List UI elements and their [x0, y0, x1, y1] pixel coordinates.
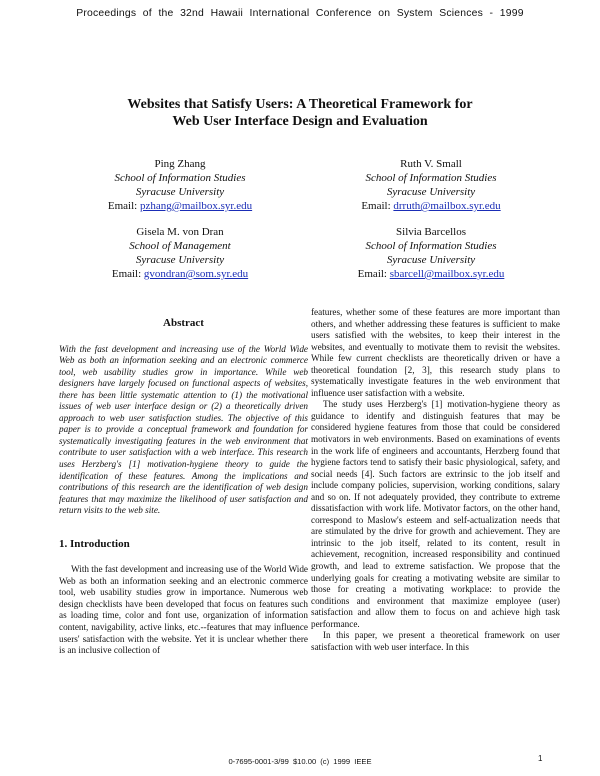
author-1 [60, 157, 300, 213]
author-univ: Syracuse University [135, 254, 225, 266]
author-4 [311, 225, 551, 281]
right-column [311, 307, 560, 653]
running-head: Proceedings of the 32nd Hawaii International Conference on System Sciences - 1999 [76, 8, 524, 19]
author-3 [60, 225, 300, 281]
page-number: 1 [538, 754, 543, 763]
paper-title [60, 96, 540, 130]
author-email-line [60, 199, 300, 213]
author-email-link[interactable]: drruth@mailbox.syr.edu [393, 200, 501, 212]
author-dept: School of Information Studies [365, 172, 497, 184]
section-heading-introduction: 1. Introduction [59, 537, 130, 550]
author-name: Gisela M. von Dran [136, 226, 224, 238]
author-dept: School of Information Studies [114, 172, 246, 184]
email-label: Email: [361, 200, 391, 212]
paper-title-line-2: Web User Interface Design and Evaluation [172, 114, 428, 129]
author-dept: School of Information Studies [365, 240, 497, 252]
author-dept: School of Management [129, 240, 231, 252]
author-block [0, 157, 600, 287]
abstract-text: With the fast development and increasing use of the World Wide Web as both an information seeking and an electronic commerce tool, web usability studies grow in importance. While web designers have largely focused on functional aspects of websites, there has been little systematic attention to (1) the motivational issues of web user interface design or (2) a theoretically driven approach to web user satisfaction studies. The objective of this paper is to provide a conceptual framework and foundation for systematically investigating features in the web environment that contribute to user satisfaction with a web interface. This research uses Herzberg's [1] motivation-hygiene theory to guide the identification of these features. Among the implications and contributions of this research are the identification of web design features that may maximize the likelihood of user satisfaction and return visits to the web site. [59, 343, 308, 516]
author-email-link[interactable]: gvondran@som.syr.edu [143, 268, 249, 280]
body-paragraph-3: In this paper, we present a theoretical framework on user satisfaction with web user interface. In this [311, 630, 560, 652]
author-univ: Syracuse University [135, 186, 225, 198]
author-univ: Syracuse University [386, 186, 476, 198]
email-label: Email: [107, 200, 138, 212]
author-name: Silvia Barcellos [396, 226, 466, 238]
left-column [59, 305, 308, 657]
author-email-link[interactable]: sbarcell@mailbox.syr.edu [389, 268, 505, 280]
author-email-line [60, 267, 300, 281]
author-name: Ruth V. Small [400, 158, 462, 170]
copyright-footer: 0-7695-0001-3/99 $10.00 (c) 1999 IEEE [228, 757, 372, 766]
email-label: Email: [111, 268, 142, 280]
body-paragraph-2: The study uses Herzberg's [1] motivation-hygiene theory as guidance to identify and distinguish features that may be considered hygiene features from those that could be considered motivators in web environments. Based on examinations of events in the work life of engineers and accountants, Herzberg found that hygiene factors tend to satisfy their basic physiological, safety, and social needs [4]. Such factors are extrinsic to the job itself and include company policies, supervision, working conditions, salary and so on. If not adequately provided, they contribute to extreme dissatisfaction with work life. Motivator factors, on the other hand, correspond to Maslow's esteem and self-actualization needs that are stimulated by the drive for growth and achievement. They are intrinsic to the job itself, related to its content, result in achievement, recognition, increased responsibility and continued growth, and lead to extreme satisfaction. We propose that the underlying goals for creating a motivating website are similar to those for creating a motivating workplace: to provide the conditions and environment that maximize employee (user) satisfaction and allow them to focus on and achieve high task performance. [311, 399, 560, 629]
intro-paragraph-1: With the fast development and increasing use of the World Wide Web as both an information seeking and an electronic commerce tool, web usability studies grow in importance. Numerous web design checklists have been developed that focus on features such as loading time, color and font use, organization of information content, navigability, active links, etc.--features that may influence users' satisfaction with the website. Yet it is unclear whether there is an inclusive collection of [59, 564, 308, 656]
email-label: Email: [357, 268, 387, 280]
author-univ: Syracuse University [386, 254, 476, 266]
author-2 [311, 157, 551, 213]
author-email-line [311, 199, 551, 213]
author-email-link[interactable]: pzhang@mailbox.syr.edu [139, 200, 253, 212]
paper-title-line-1: Websites that Satisfy Users: A Theoretical Framework for [127, 97, 473, 112]
author-email-line [311, 267, 551, 281]
body-paragraph-1: features, whether some of these features are more important than others, and whether addressing these features is sufficient to make users satisfied with the websites, to keep their interest in the websites, and eventually to motivate them to revisit the websites. While few current checklists are theoretically driven or have a theoretical foundation [2, 3], this research study plans to systematically investigate features in the web environment that influence user satisfaction with a website. [311, 307, 560, 398]
abstract-heading: Abstract [163, 317, 204, 329]
author-name: Ping Zhang [154, 158, 206, 170]
